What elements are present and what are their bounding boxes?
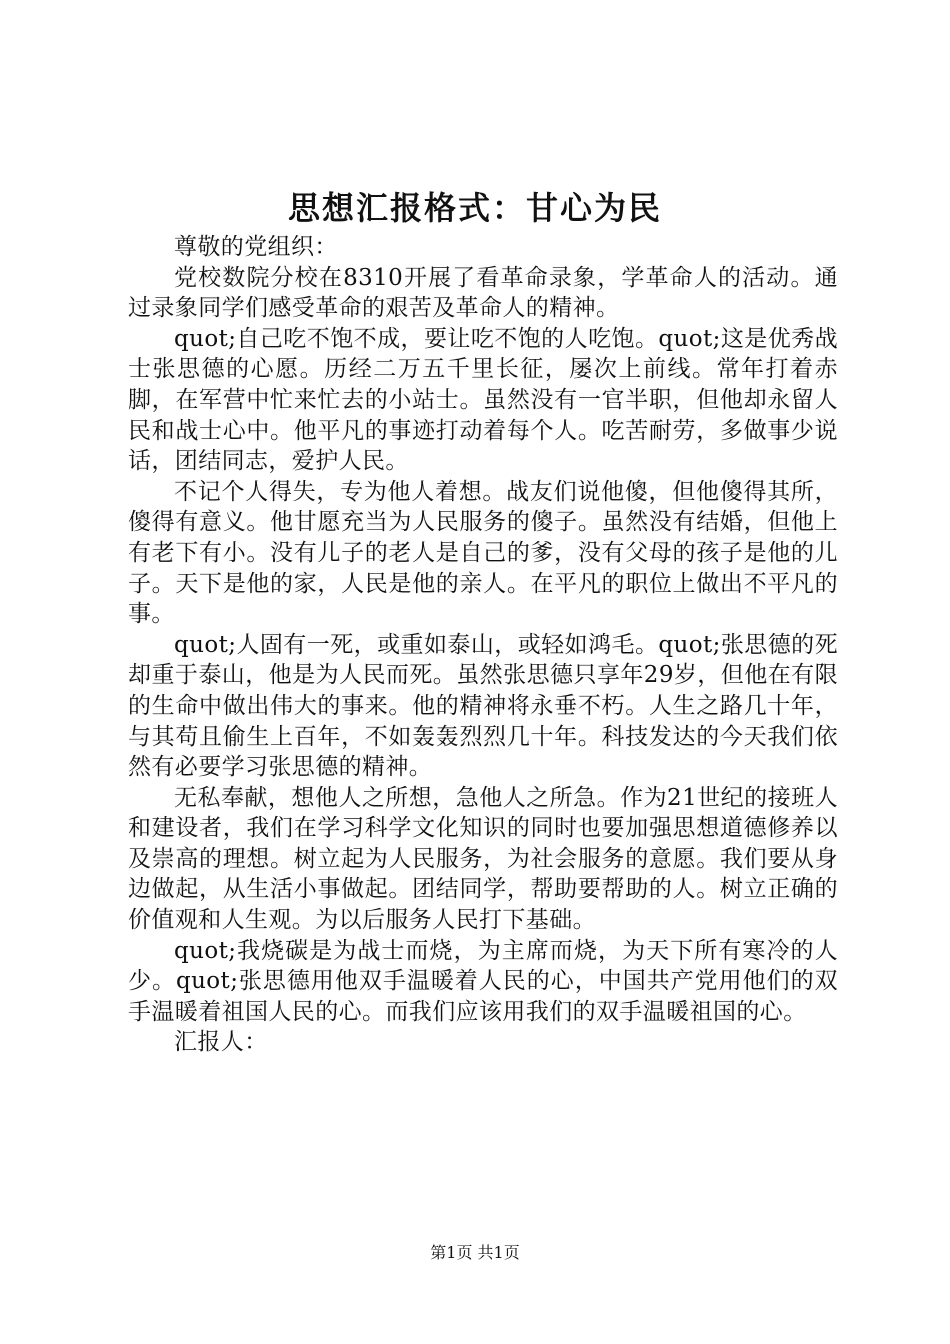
page-footer: 第1页 共1页 [430,1243,520,1262]
document-title: 思想汇报格式：甘心为民 [287,189,662,227]
salutation: 尊敬的党组织： [174,234,338,260]
paragraph-2: quot;自己吃不饱不成，要让吃不饱的人吃饱。quot;这是优秀战士张思德的心愿。历经二万五千里长征，屡次上前线。常年打着赤脚，在军营中忙来忙去的小站士。虽然没有一官半职，但他却永留人民和战士心中。他平凡的事迹打动着每个人。吃苦耐劳，多做事少说话，团结同志，爱护人民。 [128,325,838,475]
signature-line: 汇报人： [174,1029,268,1056]
paragraph-4: quot;人固有一死，或重如泰山，或轻如鸿毛。quot;张思德的死却重于泰山，他是为人民而死。虽然张思德只享年29岁，但他在有限的生命中做出伟大的事来。他的精神将永垂不朽。人生之路几十年，与其苟且偷生上百年，不如轰轰烈烈几十年。科技发达的今天我们依然有必要学习张思德的精神。 [128,631,838,781]
paragraph-5: 无私奉献，想他人之所想，急他人之所急。作为21世纪的接班人和建设者，我们在学习科学文化知识的同时也要加强思想道德修养以及崇高的理想。树立起为人民服务，为社会服务的意愿。我们要从身边做起，从生活小事做起。团结同学，帮助要帮助的人。树立正确的价值观和人生观。为以后服务人民打下基础。 [128,784,838,934]
document-body [128,232,838,1058]
paragraph-6: quot;我烧碳是为战士而烧，为主席而烧，为天下所有寒冷的人少。quot;张思德用他双手温暖着人民的心，中国共产党用他们的双手温暖着祖国人民的心。而我们应该用我们的双手温暖祖国的心。 [128,937,838,1025]
paragraph-1: 党校数院分校在8310开展了看革命录象，学革命人的活动。通过录象同学们感受革命的艰苦及革命人的精神。 [128,264,838,322]
paragraph-3: 不记个人得失，专为他人着想。战友们说他傻，但他傻得其所，傻得有意义。他甘愿充当为人民服务的傻子。虽然没有结婚，但他上有老下有小。没有儿子的老人是自己的爹，没有父母的孩子是他的儿子。天下是他的家，人民是他的亲人。在平凡的职位上做出不平凡的事。 [128,478,838,628]
